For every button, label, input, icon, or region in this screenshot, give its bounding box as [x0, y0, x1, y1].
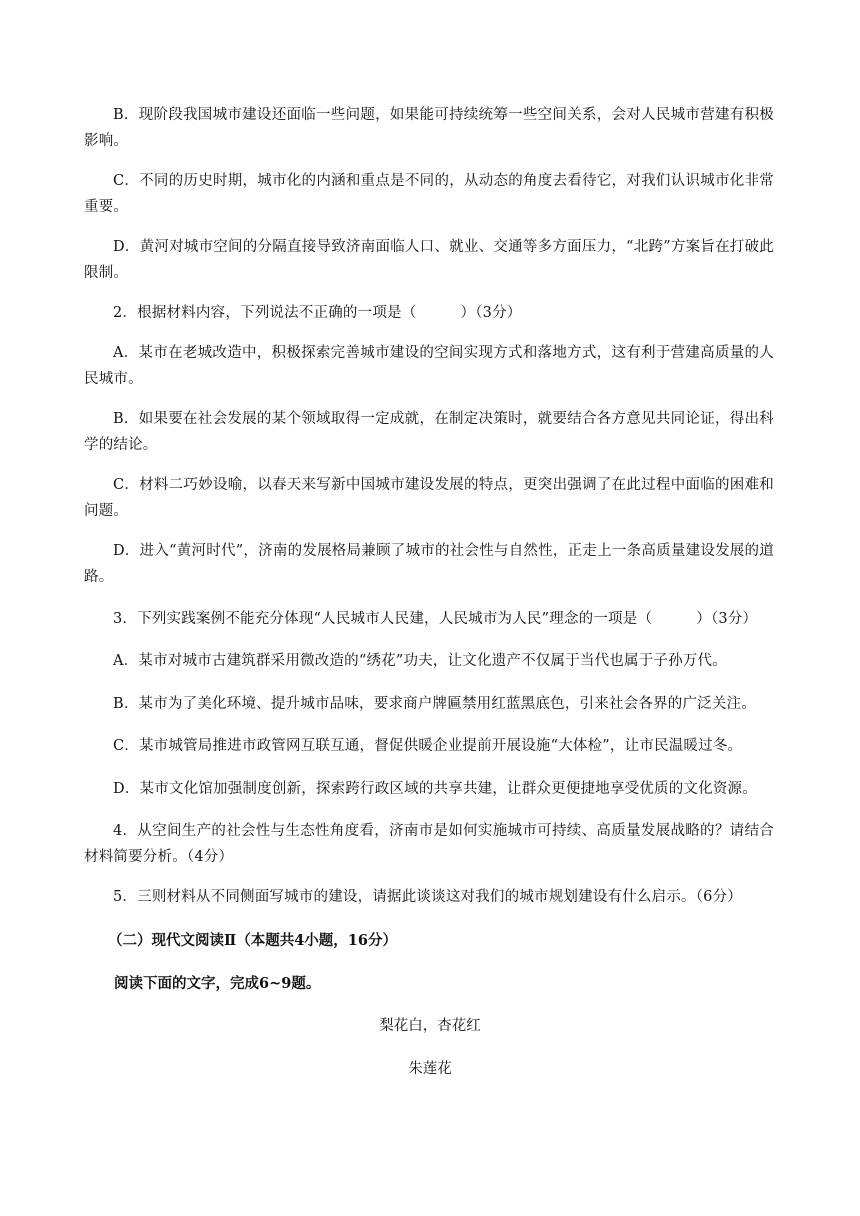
question-2-option-b: B．如果要在社会发展的某个领域取得一定成就，在制定决策时，就要结合各方意见共同论证，得出科学的结论。	[84, 411, 774, 453]
question-3-stem: 3．下列实践案例不能充分体现“人民城市人民建，人民城市为人民”理念的一项是（ ）（3分）	[113, 611, 758, 627]
question-1-option-d: D．黄河对城市空间的分隔直接导致济南面临人口、就业、交通等多方面压力，“北跨”方案旨在打破此限制。	[84, 239, 774, 281]
section-heading: （二）现代文阅读Ⅱ（本题共4小题，16分）	[108, 932, 397, 949]
question-1-option-c: C．不同的历史时期，城市化的内涵和重点是不同的，从动态的角度去看待它，对我们认识城市化非常重要。	[84, 173, 774, 215]
question-2-stem: 2．根据材料内容，下列说法不正确的一项是（ ）（3分）	[113, 305, 522, 321]
article-title: 梨花白，杏花红	[379, 1018, 481, 1034]
question-3-option-b: B．某市为了美化环境、提升城市品味，要求商户牌匾禁用红蓝黑底色，引来社会各界的广泛关注。	[113, 696, 756, 712]
question-3-option-c: C．某市城管局推进市政管网互联互通，督促供暖企业提前开展设施“大体检”，让市民温暖过冬。	[113, 738, 743, 754]
article-author: 朱莲花	[408, 1061, 452, 1077]
question-5: 5．三则材料从不同侧面写城市的建设，请据此谈谈这对我们的城市规划建设有什么启示。（6分）	[113, 889, 742, 905]
question-4: 4．从空间生产的社会性与生态性角度看，济南市是如何实施城市可持续、高质量发展战略的？请结合材料简要分析。（4分）	[84, 823, 774, 865]
question-3-option-d: D．某市文化馆加强制度创新，探索跨行政区域的共享共建，让群众更便捷地享受优质的文化资源。	[113, 781, 757, 797]
reading-instruction: 阅读下面的文字，完成6~9题。	[114, 975, 321, 992]
question-2-option-a: A．某市在老城改造中，积极探索完善城市建设的空间实现方式和落地方式，这有利于营建高质量的人民城市。	[84, 345, 774, 387]
question-2-option-c: C．材料二巧妙设喻，以春天来写新中国城市建设发展的特点，更突出强调了在此过程中面临的困难和问题。	[84, 477, 774, 519]
question-1-option-b: B．现阶段我国城市建设还面临一些问题，如果能可持续统筹一些空间关系，会对人民城市营建有积极影响。	[84, 107, 774, 149]
question-3-option-a: A．某市对城市古建筑群采用微改造的“绣花”功夫，让文化遗产不仅属于当代也属于子孙万代。	[113, 653, 727, 669]
question-2-option-d: D．进入“黄河时代”，济南的发展格局兼顾了城市的社会性与自然性，正走上一条高质量建设发展的道路。	[84, 543, 774, 585]
